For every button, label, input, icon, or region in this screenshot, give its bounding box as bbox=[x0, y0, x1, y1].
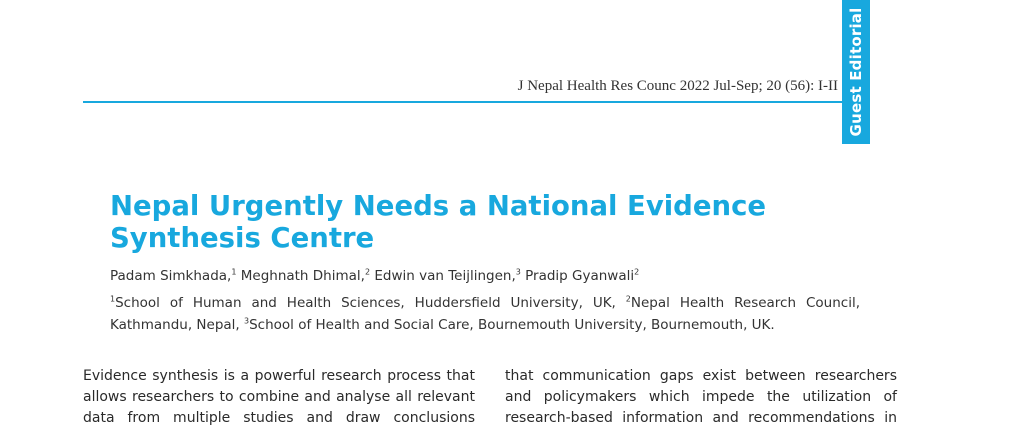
body-column-right bbox=[505, 366, 897, 429]
body-line: that communication gaps exist between researchers bbox=[505, 368, 897, 384]
author-name: Padam Simkhada, bbox=[110, 268, 232, 284]
body-line: allows researchers to combine and analyse all relevant bbox=[83, 389, 475, 405]
author-name: Pradip Gyanwali bbox=[525, 268, 635, 284]
author-affiliation-marker: 3 bbox=[515, 267, 521, 277]
affiliation-marker: 2 bbox=[625, 294, 631, 304]
author-list bbox=[110, 268, 890, 284]
affiliation-marker: 1 bbox=[110, 294, 116, 304]
author-name: Edwin van Teijlingen, bbox=[374, 268, 516, 284]
body-line: Evidence synthesis is a powerful research process that bbox=[83, 368, 475, 384]
header-rule bbox=[83, 101, 843, 103]
body-line: data from multiple studies and draw conclusions bbox=[83, 410, 475, 426]
body-line: research-based information and recommendations in bbox=[505, 410, 897, 426]
body-line: and policymakers which impede the utilization of bbox=[505, 389, 897, 405]
section-tab-label: Guest Editorial bbox=[847, 7, 865, 137]
article-title: Nepal Urgently Needs a National Evidence Synthesis Centre bbox=[110, 190, 767, 254]
author-name: Meghnath Dhimal, bbox=[240, 268, 365, 284]
affiliation-marker: 3 bbox=[244, 316, 250, 326]
affiliation-list bbox=[110, 292, 860, 336]
author-affiliation-marker: 2 bbox=[634, 267, 640, 277]
affiliation-text: School of Human and Health Sciences, Huddersfield University, UK, bbox=[115, 295, 626, 311]
author-affiliation-marker: 1 bbox=[231, 267, 237, 277]
affiliation-text: Nepal Health Research Council, Kathmandu, Nepal, bbox=[110, 295, 860, 333]
section-tab bbox=[842, 0, 870, 144]
affiliation-text: School of Health and Social Care, Bournemouth University, Bournemouth, UK. bbox=[249, 317, 775, 333]
author-affiliation-marker: 2 bbox=[364, 267, 371, 277]
body-column-left bbox=[83, 366, 475, 429]
journal-reference: J Nepal Health Res Counc 2022 Jul-Sep; 20 (56): I-II bbox=[517, 78, 838, 94]
